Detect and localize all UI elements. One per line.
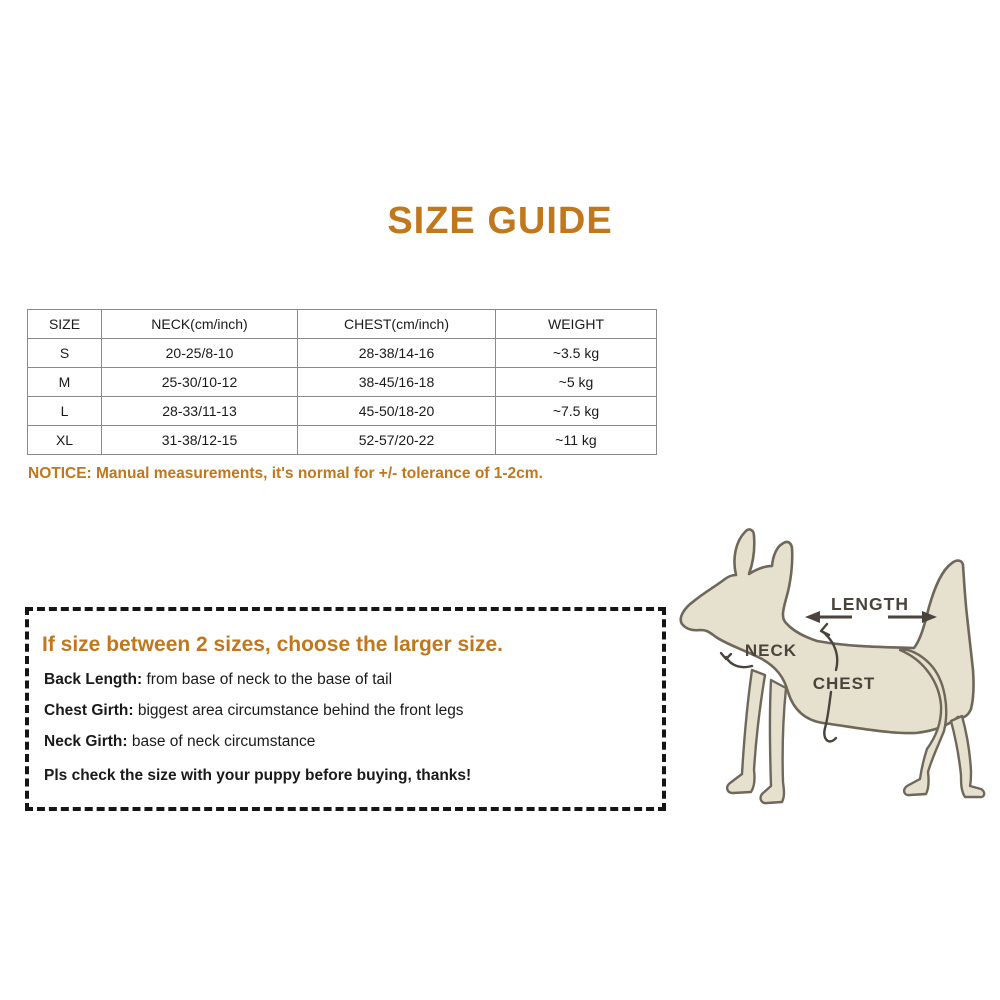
size-table bbox=[27, 309, 657, 455]
table-row bbox=[28, 426, 657, 455]
definition-chest-girth bbox=[44, 702, 652, 719]
table-row bbox=[28, 339, 657, 368]
neck-label: NECK bbox=[744, 641, 798, 660]
cell-size: M bbox=[28, 368, 102, 397]
page-title: SIZE GUIDE bbox=[387, 200, 613, 242]
definition-term: Back Length: bbox=[44, 671, 143, 689]
cell-weight: ~3.5 kg bbox=[496, 339, 657, 368]
table-row bbox=[28, 368, 657, 397]
col-header-neck: NECK(cm/inch) bbox=[102, 310, 298, 339]
tips-headline: If size between 2 sizes, choose the larger size. bbox=[42, 633, 504, 656]
cell-chest: 45-50/18-20 bbox=[298, 397, 496, 426]
col-header-weight: WEIGHT bbox=[496, 310, 657, 339]
definition-description: from base of neck to the base of tail bbox=[142, 671, 393, 689]
dog-hind-leg-shape bbox=[951, 716, 984, 797]
col-header-size: SIZE bbox=[28, 310, 102, 339]
notice-text: NOTICE: Manual measurements, it's normal for +/- tolerance of 1-2cm. bbox=[28, 465, 543, 482]
definition-description: biggest area circumstance behind the front legs bbox=[133, 702, 464, 720]
cell-weight: ~7.5 kg bbox=[496, 397, 657, 426]
tips-footer: Pls check the size with your puppy before buying, thanks! bbox=[44, 767, 472, 785]
definition-back-length bbox=[44, 671, 652, 688]
cell-neck: 20-25/8-10 bbox=[102, 339, 298, 368]
cell-chest: 52-57/20-22 bbox=[298, 426, 496, 455]
chest-measure-arrowhead-icon bbox=[821, 624, 829, 635]
cell-size: S bbox=[28, 339, 102, 368]
definition-description: base of neck circumstance bbox=[127, 733, 316, 751]
cell-size: L bbox=[28, 397, 102, 426]
definition-term: Chest Girth: bbox=[44, 702, 134, 720]
chest-label: CHEST bbox=[812, 674, 876, 693]
length-label: LENGTH bbox=[831, 594, 909, 614]
cell-weight: ~11 kg bbox=[496, 426, 657, 455]
table-header-row bbox=[28, 310, 657, 339]
cell-size: XL bbox=[28, 426, 102, 455]
definition-neck-girth bbox=[44, 733, 652, 750]
dog-front-leg-shape bbox=[727, 670, 765, 793]
dog-illustration-icon bbox=[678, 520, 1000, 820]
cell-neck: 28-33/11-13 bbox=[102, 397, 298, 426]
cell-chest: 38-45/16-18 bbox=[298, 368, 496, 397]
cell-neck: 31-38/12-15 bbox=[102, 426, 298, 455]
cell-weight: ~5 kg bbox=[496, 368, 657, 397]
col-header-chest: CHEST(cm/inch) bbox=[298, 310, 496, 339]
definition-term: Neck Girth: bbox=[44, 733, 128, 751]
cell-chest: 28-38/14-16 bbox=[298, 339, 496, 368]
cell-neck: 25-30/10-12 bbox=[102, 368, 298, 397]
dog-front-leg-shape bbox=[761, 680, 786, 803]
table-row bbox=[28, 397, 657, 426]
dog-body-shape bbox=[681, 529, 974, 733]
tips-box bbox=[25, 607, 666, 811]
dog-measurement-diagram bbox=[678, 520, 1000, 820]
